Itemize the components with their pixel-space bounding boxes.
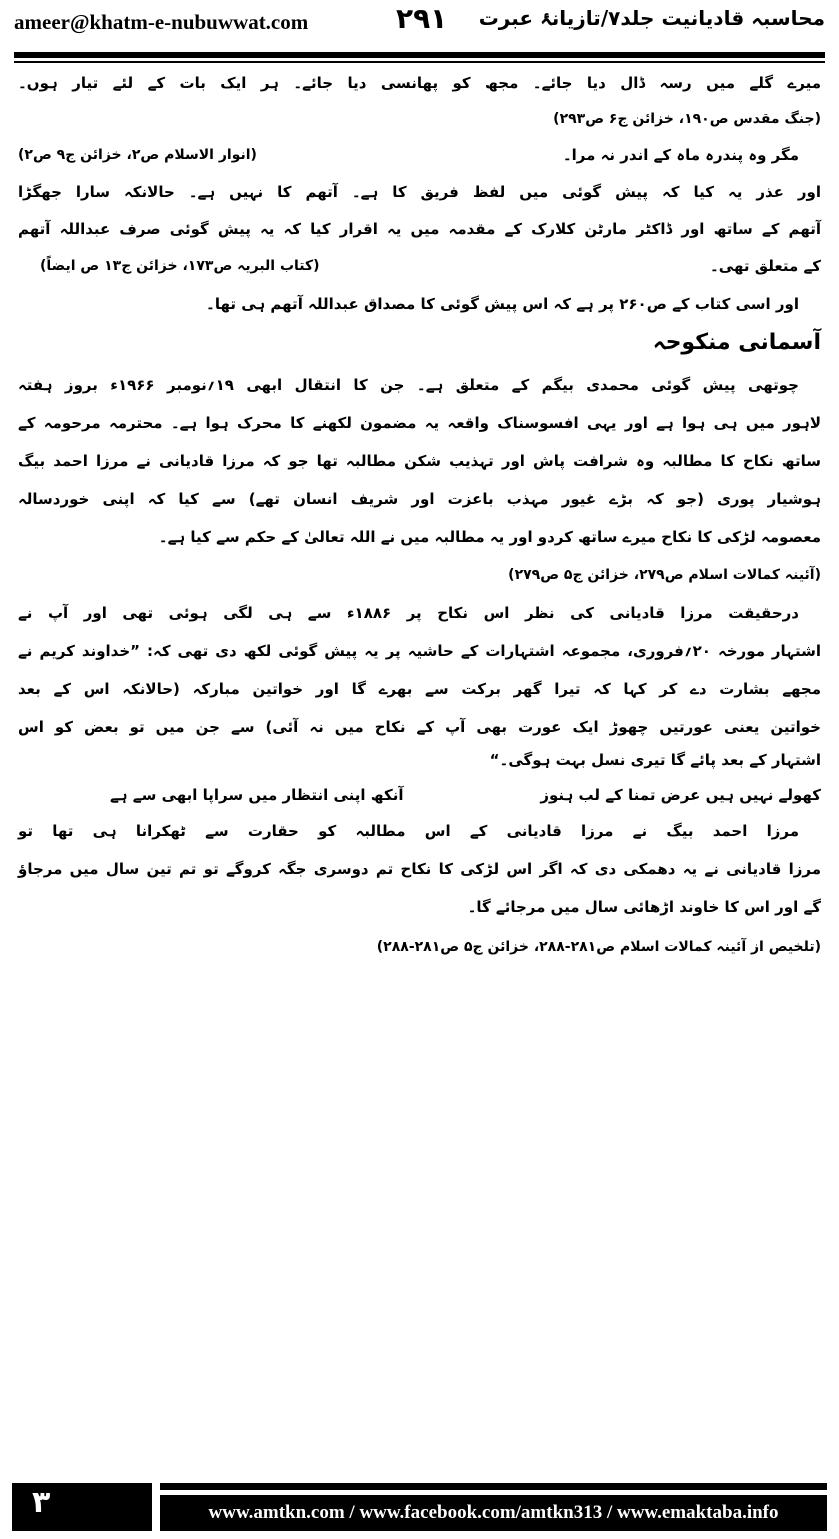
text-line: اشتہار کے بعد پائے گا تیری نسل بہت ہوگی۔“ bbox=[489, 751, 821, 769]
verse-first-half: کھولے نہیں ہیں عرض تمنا کے لب ہنوز bbox=[540, 786, 821, 804]
text-line: اور اسی کتاب کے ص۲۶۰ پر ہے کہ اس پیش گوئی کا مصداق عبداللہ آتھم ہی تھا۔ bbox=[206, 295, 799, 313]
text-line: گے اور اس کا خاوند اڑھائی سال میں مرجائے گا۔ bbox=[467, 898, 821, 916]
page-number: ۲۹۱ bbox=[396, 2, 448, 35]
citation: (انوار الاسلام ص۲، خزائن ج۹ ص۲) bbox=[18, 147, 257, 163]
citation: (آئینہ کمالات اسلام ص۲۷۹، خزائن ج۵ ص۲۷۹) bbox=[508, 567, 821, 583]
text-line: درحقیقت مرزا قادیانی کی نظر اس نکاح پر ۱۸۸۶ء سے ہی لگی ہوئی تھی اور آپ نے bbox=[18, 604, 799, 622]
text-line: ساتھ نکاح کا مطالبہ وہ شرافت پاش اور تہذیب شکن مطالبہ تھا جو کہ مرزا قادیانی نے مرزا احمد بیگ bbox=[18, 452, 821, 470]
text-line: لاہور میں ہی ہوا ہے اور یہی افسوسناک واقعہ یہ مضمون لکھنے کا محرک ہوا ہے۔ محترمہ مرحومہ کے bbox=[18, 414, 821, 432]
text-line: خواتین یعنی عورتیں چھوڑ ایک عورت بھی آپ کے نکاح میں نہ آئی) سے جن میں تو بعض کو اس bbox=[18, 718, 821, 736]
text-line: مرزا احمد بیگ نے مرزا قادیانی کے اس مطالبہ کو حقارت سے ٹھکرانا ہی تھا تو bbox=[18, 822, 799, 840]
header-email: ameer@khatm-e-nubuwwat.com bbox=[14, 10, 309, 34]
citation: (تلخیص از آئینہ کمالات اسلام ص۲۸۱-۲۸۸، خزائن ج۵ ص۲۸۱-۲۸۸) bbox=[376, 939, 821, 955]
citation: (جنگ مقدس ص۱۹۰، خزائن ج۶ ص۲۹۳) bbox=[553, 111, 821, 127]
text-line: چوتھی پیش گوئی محمدی بیگم کے متعلق ہے۔ جن کا انتقال ابھی ۱۹؍نومبر ۱۹۶۶ء بروز ہفتہ bbox=[18, 376, 799, 394]
section-number: ۳ bbox=[12, 1483, 152, 1531]
text-line: اشتہار مورخہ ۲۰؍فروری، مجموعہ اشتہارات کے حاشیہ پر یہ پیش گوئی لکھ دی تھی کہ: ”خداوند کریم نے bbox=[18, 642, 821, 660]
header-rule-thick bbox=[14, 52, 825, 58]
text-line: اور عذر یہ کیا کہ پیش گوئی میں لفظ فریق کا ہے۔ آتھم کا نہیں ہے۔ حالانکہ سارا جھگڑا bbox=[18, 183, 821, 201]
header-rule-thin bbox=[14, 61, 825, 63]
text-line: مجھے بشارت دے کر کہا کہ تیرا گھر برکت سے بھرے گا اور خواتین مبارکہ (حالانکہ اس کے بعد bbox=[18, 680, 821, 698]
text-line: میرے گلے میں رسہ ڈال دیا جائے۔ مجھ کو پھانسی دیا جائے۔ ہر ایک بات کے لئے تیار ہوں۔ bbox=[18, 74, 821, 92]
verse-second-half: آنکھ اپنی انتظار میں سراپا ابھی سے ہے bbox=[110, 786, 404, 804]
text-line bbox=[18, 140, 799, 170]
section-heading: آسمانی منکوحہ bbox=[652, 330, 821, 355]
text-line: آتھم کے ساتھ اور ڈاکٹر مارٹن کلارک کے مقدمہ میں یہ اقرار کیا کہ یہ پیش گوئی صرف عبداللہ آتھم bbox=[18, 220, 821, 238]
citation: (کتاب البریہ ص۱۷۳، خزائن ج۱۳ ص ایضاً) bbox=[40, 258, 320, 274]
book-title: محاسبہ قادیانیت جلد۷/تازیانۂ عبرت bbox=[478, 6, 825, 30]
text-line: ہوشیار پوری (جو کہ بڑے غیور مہذب باعزت اور شریف انسان تھے) سے کیا کہ اپنی خوردسالہ bbox=[18, 490, 821, 508]
footer-links: www.amtkn.com / www.facebook.com/amtkn313 / www.emaktaba.info bbox=[160, 1495, 827, 1531]
footer-rule bbox=[160, 1483, 827, 1490]
verse-line bbox=[110, 780, 821, 810]
text-line: مرزا قادیانی نے یہ دھمکی دی کہ اگر اس لڑکی کا نکاح تم دوسری جگہ کروگے تو تم تین سال میں مرجاؤ bbox=[18, 860, 821, 878]
text-segment: مگر وہ پندرہ ماہ کے اندر نہ مرا۔ bbox=[562, 146, 799, 164]
text-line: معصومہ لڑکی کا نکاح میرے ساتھ کردو اور یہ مطالبہ میں نے اللہ تعالیٰ کے حکم سے کیا ہے۔ bbox=[158, 528, 821, 546]
text-segment: کے متعلق تھی۔ bbox=[710, 257, 821, 275]
text-line bbox=[40, 251, 821, 281]
